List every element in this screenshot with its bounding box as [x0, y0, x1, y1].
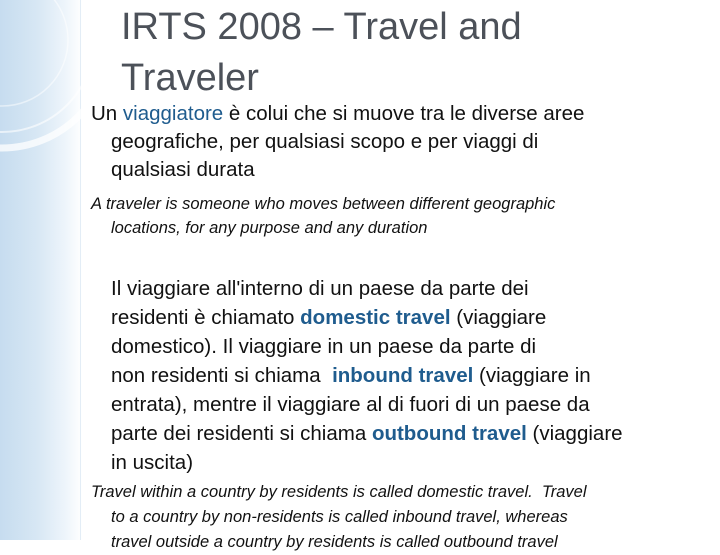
term-viaggiatore: viaggiatore — [122, 102, 224, 125]
title-line-2: Traveler — [121, 57, 259, 99]
paragraph-travel-types-english — [91, 480, 716, 555]
text-segment: (viaggiare — [450, 306, 547, 329]
term-outbound-travel: outbound travel — [371, 422, 527, 445]
text-segment: (viaggiare — [526, 422, 623, 445]
slide-title — [121, 2, 681, 104]
paragraph-english-definition — [91, 192, 716, 240]
text-line: Travel within a country by residents is called domestic travel. Travel — [91, 483, 587, 501]
text-line: geografiche, per qualsiasi scopo e per viaggi di — [111, 130, 539, 153]
text-line: in uscita) — [111, 451, 194, 474]
text-segment: è colui che si muove tra le diverse aree — [223, 102, 585, 125]
text-line — [111, 303, 716, 332]
text-line — [111, 419, 716, 448]
text-segment: parte dei residenti si chiama — [111, 422, 372, 445]
paragraph-italian-definition — [91, 100, 716, 184]
text-segment: residenti è chiamato — [111, 306, 301, 329]
term-inbound-travel: inbound travel — [332, 364, 474, 387]
text-line: travel outside a country by residents is called outbound travel — [111, 533, 558, 551]
text-line: domestico). Il viaggiare in un paese da parte di — [111, 335, 537, 358]
text-line — [111, 361, 716, 390]
text-line: locations, for any purpose and any duration — [111, 219, 428, 237]
text-line: qualsiasi durata — [111, 158, 255, 181]
paragraph-travel-types — [111, 274, 716, 477]
term-domestic-travel: domestic travel — [300, 306, 451, 329]
text-line: to a country by non-residents is called inbound travel, whereas — [111, 508, 568, 526]
title-line-1: IRTS 2008 – Travel and — [121, 6, 522, 48]
text-segment: Un — [91, 102, 123, 125]
text-line: A traveler is someone who moves between different geographic — [91, 195, 556, 213]
text-segment: (viaggiare in — [473, 364, 591, 387]
text-segment: non residenti si chiama — [111, 364, 333, 387]
text-line: Il viaggiare all'interno di un paese da parte dei — [111, 277, 529, 300]
text-line: entrata), mentre il viaggiare al di fuori di un paese da — [111, 393, 590, 416]
